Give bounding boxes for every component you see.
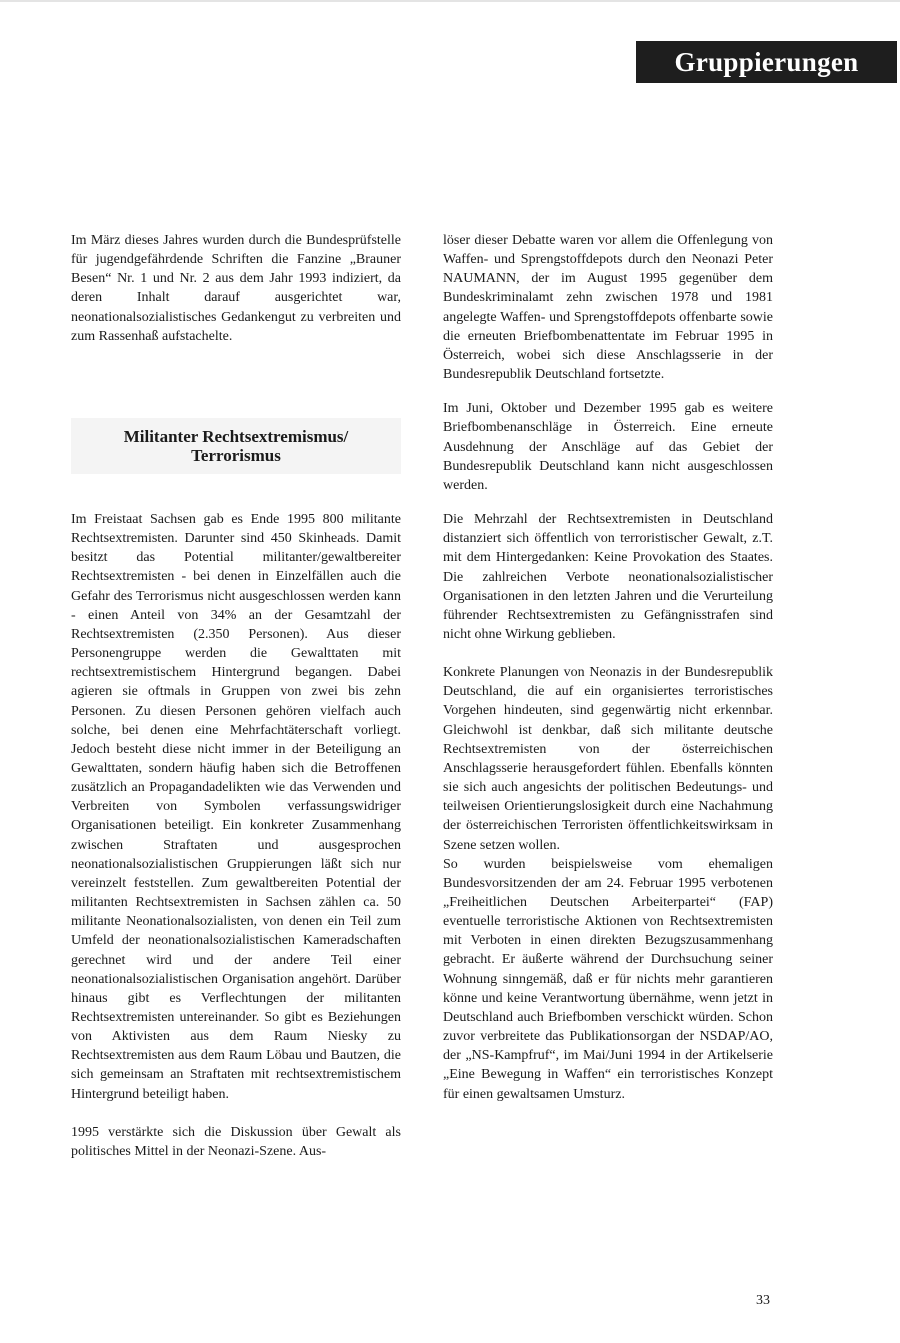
heading-line-1: Militanter Rechtsextremismus/ bbox=[123, 426, 349, 446]
paragraph-3: Die Mehrzahl der Rechtsextremisten in Deutschland distanziert sich öffentlich von terroristischer Gewalt, z.T. mit dem Hintergedanken: Keine Provokation des Staates. Die zahlreichen Verbote neonationalsozialistischer Organisationen in den letzten Jahren und die Verurteilung führender Rechtsextremisten zu Gefängnisstrafen sind nicht ohne Wirkung geblieben. bbox=[443, 512, 773, 642]
right-column bbox=[443, 231, 773, 1104]
paragraph-4: Konkrete Planungen von Neonazis in der Bundesrepublik Deutschland, die auf ein organisiertes terroristisches Vorgehen hindeuten, sind gegenwärtig nicht erkennbar. Gleichwohl ist denkbar, daß sich militante deutsche Rechtsextremisten von der österreichischen Anschlagsserie herausgefordert fühlen. Ebenfalls könnten sie sich auch angesichts der politischen Bedeutungs- und teilweisen Orientierungslosigkeit durch eine Nachahmung der österreichischen Terroristen öffentlichkeitswirksam in Szene setzen wollen. bbox=[443, 665, 773, 853]
intro-paragraph: Im März dieses Jahres wurden durch die Bundesprüfstelle für jugendgefährdende Schriften die Fanzine „Brauner Besen“ Nr. 1 und Nr. 2 aus dem Jahr 1993 indiziert, da deren Inhalt darauf ausgerichtet war, neonationalsozialistisches Gedankengut zu verbreiten und zum Rassenhaß aufstachelte. bbox=[71, 233, 401, 344]
closing-paragraph: 1995 verstärkte sich die Diskussion über Gewalt als politisches Mittel in der Neonazi-Szene. Aus- bbox=[71, 1124, 401, 1159]
page-number: 33 bbox=[756, 1293, 770, 1308]
subsection-heading bbox=[71, 418, 401, 474]
heading-line-2: Terrorismus bbox=[191, 445, 281, 465]
top-rule bbox=[0, 0, 900, 2]
paragraph-2: Im Juni, Oktober und Dezember 1995 gab es weitere Briefbombenanschläge in Österreich. Eine erneute Ausdehnung der Anschläge auf das Gebiet der Bundesrepublik Deutschland kann nicht ausgeschlossen werden. bbox=[443, 401, 773, 493]
paragraph-1: löser dieser Debatte waren vor allem die Offenlegung von Waffen- und Sprengstoffdepots durch den Neonazi Peter NAUMANN, der im August 1995 gegenüber dem Bundeskriminalamt zehn zwischen 1978 und 1981 angelegte Waffen- und Sprengstoffdepots offenbarte sowie die erneuten Briefbombenattentate im Februar 1995 in Österreich, wobei sich diese Anschlagsserie in der Bundesrepublik Deutschland fortsetzte. bbox=[443, 233, 773, 383]
left-column bbox=[71, 231, 401, 1161]
main-paragraph: Im Freistaat Sachsen gab es Ende 1995 800 militante Rechtsextremisten. Darunter sind 450 Skinheads. Damit besitzt das Potential militanter/gewaltbereiter Rechtsextremisten - bei denen in Einzelfällen auch die Gefahr des Terrorismus nicht ausgeschlossen werden kann - einen Anteil von 34% an der Gesamtzahl der Rechtsextremisten (2.350 Personen). Aus dieser Personengruppe werden die Gewalttaten mit rechtsextremistischem Hintergrund begangen. Dabei agieren sie oftmals in Gruppen von zwei bis zehn Personen. Zu diesen Personen gehören vielfach auch solche, bei denen eine Mehrfachtäterschaft vorliegt. Jedoch besteht diese nicht immer in der Beteiligung an Gewalttaten, sondern häufig haben sich die Betroffenen zusätzlich an Propagandadelikten wie das Verwenden und Verbreiten von Symbolen verfassungswidriger Organisationen beteiligt. Ein konkreter Zusammenhang zwischen Straftaten und ausgesprochen neonationalsozialistischen Gruppierungen läßt sich nur vereinzelt feststellen. Zum gewaltbereiten Potential der militanten Rechtsextremisten in Sachsen zählen ca. 50 militante Neonationalsozialisten, von denen ein Teil zum Umfeld der neonationalsozialistischen Kameradschaften gerechnet wird und der andere Teil einer neonationalsozialistischen Organisation angehört. Darüber hinaus gibt es Verflechtungen der militanten Rechtsextremisten untereinander. So gibt es Beziehungen von Aktivisten aus dem Raum Niesky zu Rechtsextremisten aus dem Raum Löbau und Bautzen, die sich gemeinsam an Straftaten mit rechtsextremistischem Hintergrund beteiligt haben. bbox=[71, 511, 401, 1102]
paragraph-5: So wurden beispielsweise vom ehemaligen Bundesvorsitzenden der am 24. Februar 1995 verbotenen „Freiheitlichen Deutschen Arbeiterpartei“ (FAP) eventuelle terroristische Aktionen von Rechtsextremisten mit Verboten in einen direkten Bezugszusammenhang gebracht. Er äußerte während der Durchsuchung seiner Wohnung sinngemäß, daß er für nichts mehr garantieren könne und keine Verantwortung übernähme, wenn jetzt in Deutschland auch Briefbomben verschickt würden. Schon zuvor verbreitete das Publikationsorgan der NSDAP/AO, der „NS-Kampfruf“, im Mai/Juni 1994 in der Artikelserie „Eine Bewegung in Waffen“ ein terroristisches Konzept für einen gewaltsamen Umsturz. bbox=[443, 856, 773, 1102]
section-title-banner: Gruppierungen bbox=[636, 41, 897, 83]
